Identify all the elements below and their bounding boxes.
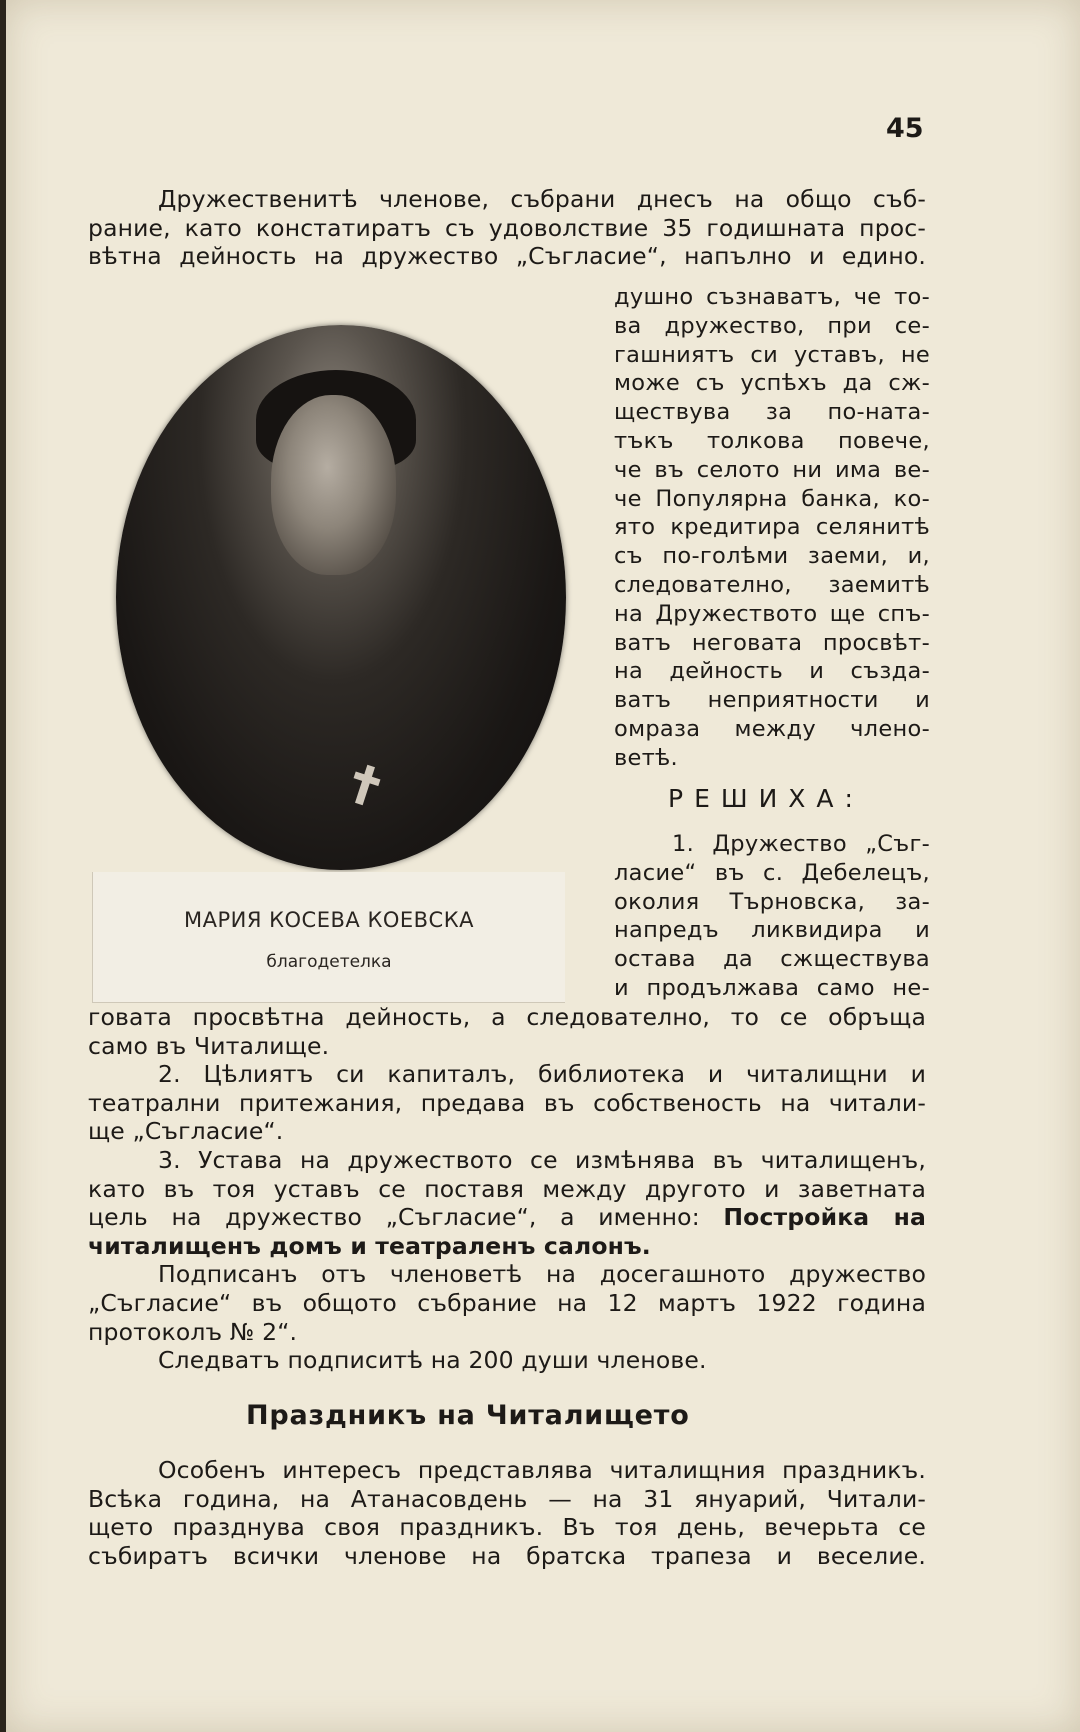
portrait-caption: [92, 872, 565, 1003]
item1-line: 1. Дружество „Съг-: [672, 831, 930, 857]
caption-name: МАРИЯ КОСЕВА КОЕВСКА: [184, 908, 474, 932]
side-line: може съ успѣхъ да сж-: [614, 370, 930, 397]
page-number: 45: [886, 113, 924, 144]
holiday-paragraph: [88, 1456, 926, 1570]
side-line: че Популярна банка, ко-: [614, 485, 930, 512]
item1-line: напредъ ликвидира и: [614, 917, 930, 944]
item1-line: и продължава само не-: [614, 974, 930, 1001]
intro-line-1: Дружественитѣ членове, събрани днесъ на общо съб-: [158, 185, 926, 213]
item3-line3-plain: цель на дружество „Съгласие“, а именно:: [88, 1203, 700, 1232]
item2-line: 2. Цѣлиятъ си капиталъ, библиотека и читалищни и: [158, 1060, 926, 1089]
intro-line-2: рание, като констатиратъ съ удоволствие 35 годишната прос-: [88, 213, 926, 242]
main-body-text: [88, 1003, 926, 1375]
side-line: ществува за по-ната-: [614, 399, 930, 426]
item3-line: [88, 1232, 926, 1261]
holiday-line: Всѣка година, на Атанасовдень — на 31 януарий, Читали-: [88, 1484, 926, 1513]
item1-cont-line: само въ Читалище.: [88, 1031, 330, 1060]
side-line: че въ селото ни има ве-: [614, 456, 930, 483]
signed-line: протоколъ № 2“.: [88, 1317, 298, 1346]
caption-role: благодетелка: [266, 952, 392, 972]
resolved-heading: РЕШИХА:: [668, 784, 864, 813]
item3-line4-bold: читалищенъ домъ и театраленъ салонъ.: [88, 1231, 651, 1260]
item1-cont-line: говата просвѣтна дейность, а следователно, то се обръща: [88, 1003, 926, 1031]
side-line: ватъ неприятности и: [614, 687, 930, 714]
item3-line3-bold: Постройка на: [723, 1203, 926, 1232]
side-line: тъкъ толкова повече,: [614, 427, 930, 454]
item1-line: остава да сжществува: [614, 946, 930, 973]
holiday-line: събиратъ всички членове на братска трапеза и веселие.: [88, 1541, 926, 1570]
side-line: ято кредитира селянитѣ: [614, 514, 930, 541]
holiday-line: Особенъ интересъ представлява читалищния праздникъ.: [158, 1456, 926, 1484]
portrait-photo: [116, 325, 566, 870]
followed-line: Следватъ подписитѣ на 200 души членове.: [158, 1346, 707, 1375]
side-line: ва дружество, при се-: [614, 312, 930, 339]
item2-line: театрални притежания, предава въ собственость на читали-: [88, 1088, 926, 1117]
item3-line: 3. Устава на дружеството се измѣнява въ читалищенъ,: [158, 1145, 926, 1174]
book-page: [6, 0, 1080, 1732]
item3-line: [88, 1203, 926, 1232]
side-line: омраза между члено-: [614, 715, 930, 742]
item-1-side-text: [614, 830, 930, 1003]
side-column-text: [614, 283, 930, 773]
side-line: ватъ неговата просвѣт-: [614, 629, 930, 656]
item3-line: като въ тоя уставъ се поставя между другото и заветната: [88, 1174, 926, 1203]
side-line: на дейность и създа-: [614, 658, 930, 685]
portrait-face: [271, 395, 396, 575]
side-line: душно съзнаватъ, че то-: [614, 284, 930, 310]
portrait-oval: [116, 325, 566, 870]
side-line: ветѣ.: [614, 744, 678, 771]
signed-line: Подписанъ отъ членоветѣ на досегашното дружество: [158, 1260, 926, 1289]
side-line: гашниятъ си уставъ, не: [614, 341, 930, 368]
cross-pendant-icon: [355, 765, 375, 806]
intro-line-3: вѣтна дейность на дружество „Съгласие“, напълно и едино.: [88, 242, 926, 271]
item2-line: ще „Съгласие“.: [88, 1117, 284, 1146]
signed-line: „Съгласие“ въ общото събрание на 12 мартъ 1922 година: [88, 1288, 926, 1317]
holiday-line: щето празднува своя праздникъ. Въ тоя день, вечерьта се: [88, 1513, 926, 1542]
side-line: съ по-голѣми заеми, и,: [614, 543, 930, 570]
item1-line: ласие“ въ с. Дебелецъ,: [614, 859, 930, 886]
intro-paragraph: [88, 185, 926, 271]
section-title: Праздникъ на Читалището: [246, 1400, 690, 1431]
side-line: на Дружеството ще спъ-: [614, 600, 930, 627]
item1-line: околия Търновска, за-: [614, 888, 930, 915]
side-line: следователно, заемитѣ: [614, 571, 930, 598]
